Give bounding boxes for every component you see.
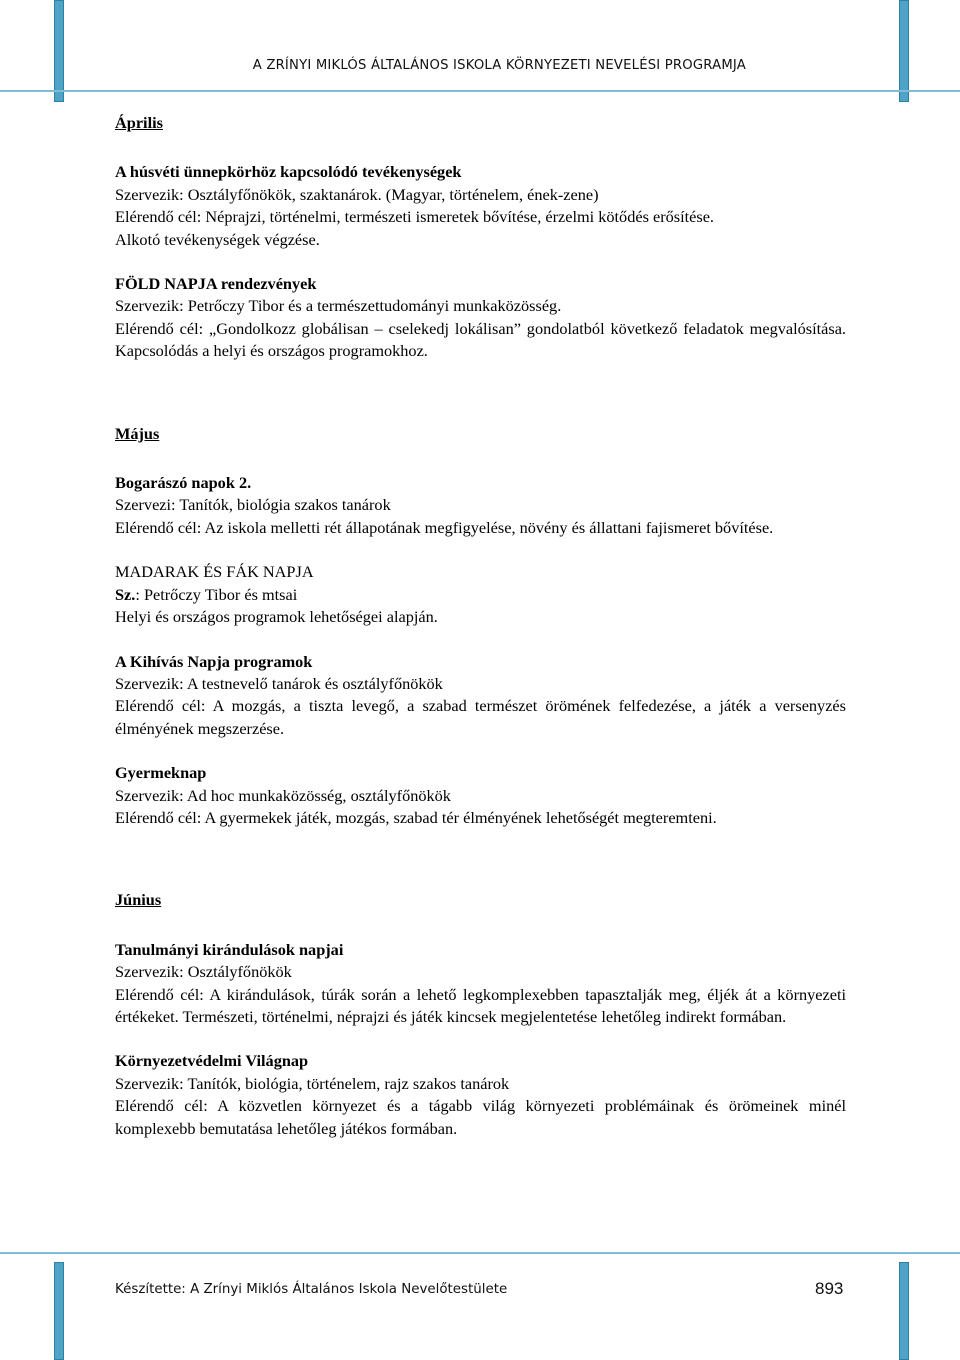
event-goal: Elérendő cél: A mozgás, a tiszta levegő, a szabad természet örömének felfedezése, a játék a versenyzés élményének megszerzése. <box>115 696 846 738</box>
month-heading-may: Május <box>115 423 160 443</box>
header-right-bar <box>899 0 909 102</box>
event-organizer: Szervezi: Tanítók, biológia szakos tanárok <box>115 495 391 515</box>
organizer-names: : Petrőczy Tibor és mtsai <box>135 584 298 604</box>
event-title: Tanulmányi kirándulások napjai <box>115 939 344 959</box>
event-childrens-day <box>115 762 846 829</box>
document-header-title: A ZRÍNYI MIKLÓS ÁLTALÁNOS ISKOLA KÖRNYEZETI NEVELÉSI PROGRAMJA <box>252 58 746 73</box>
event-title: MADARAK ÉS FÁK NAPJA <box>115 562 314 582</box>
footer-left-bar <box>54 1262 64 1360</box>
event-goal: Elérendő cél: A gyermekek játék, mozgás, szabad tér élményének lehetőségét megteremteni. <box>115 807 717 827</box>
event-goal: Elérendő cél: A kirándulások, túrák során a lehető legkomplexebben tapasztalják meg, éljék át a környezeti értékeket. Természeti, történelmi, néprajzi és játék kincsek megjelentetése lehetőleg indirekt formában. <box>115 984 846 1026</box>
event-goal: Elérendő cél: „Gondolkozz globálisan – cselekedj lokálisan” gondolatból következő feladatok megvalósítása. Kapcsolódás a helyi és országos programokhoz. <box>115 318 846 361</box>
event-goal: Elérendő cél: Az iskola melletti rét állapotának megfigyelése, növény és állattani fajismeret bővítése. <box>115 517 774 537</box>
event-title: Környezetvédelmi Világnap <box>115 1051 309 1071</box>
event-goal: Elérendő cél: A közvetlen környezet és a tágabb világ környezeti problémáinak és örömeinek minél komplexebb bemutatása lehetőleg játékos formában. <box>115 1096 846 1138</box>
page-number: 893 <box>815 1279 844 1298</box>
event-title: A húsvéti ünnepkörhöz kapcsolódó tevékenységek <box>115 162 462 182</box>
organizer-abbreviation: Sz. <box>115 584 136 604</box>
event-organizer: Szervezik: A testnevelő tanárok és osztályfőnökök <box>115 673 443 693</box>
event-title: Bogarászó napok 2. <box>115 473 252 493</box>
event-challenge-day <box>115 651 846 741</box>
event-organizer: Szervezik: Osztályfőnökök <box>115 962 292 982</box>
event-title: FÖLD NAPJA rendezvények <box>115 274 317 294</box>
event-birds-trees-day <box>115 561 846 628</box>
event-organizer: Szervezik: Petrőczy Tibor és a természettudományi munkaközösség. <box>115 296 562 316</box>
event-note: Alkotó tevékenységek végzése. <box>115 229 320 249</box>
event-goal: Helyi és országos programok lehetőségei alapján. <box>115 607 438 627</box>
footer-author: Készítette: A Zrínyi Miklós Általános Iskola Nevelőtestülete <box>115 1282 508 1297</box>
footer-right-bar <box>899 1262 909 1360</box>
event-bug-days <box>115 472 846 539</box>
month-heading-april: Április <box>115 113 163 132</box>
event-organizer: Szervezik: Tanítók, biológia, történelem, rajz szakos tanárok <box>115 1073 510 1093</box>
event-easter <box>115 161 846 251</box>
event-organizer: Szervezik: Ad hoc munkaközösség, osztályfőnökök <box>115 785 451 805</box>
event-title: Gyermeknap <box>115 763 207 783</box>
event-title: A Kihívás Napja programok <box>115 651 313 671</box>
header-left-bar <box>54 0 64 102</box>
event-study-trips <box>115 939 846 1029</box>
event-earth-day <box>115 273 846 363</box>
document-body <box>115 112 846 1162</box>
event-organizer <box>115 584 846 606</box>
header-rule <box>0 90 960 92</box>
event-goal: Elérendő cél: Néprajzi, történelmi, természeti ismeretek bővítése, érzelmi kötődés erősítése. <box>115 207 715 227</box>
event-organizer: Szervezik: Osztályfőnökök, szaktanárok. (Magyar, történelem, ének-zene) <box>115 184 599 204</box>
footer-rule <box>0 1252 960 1254</box>
month-heading-june: Június <box>115 890 162 910</box>
event-environment-day <box>115 1050 846 1140</box>
